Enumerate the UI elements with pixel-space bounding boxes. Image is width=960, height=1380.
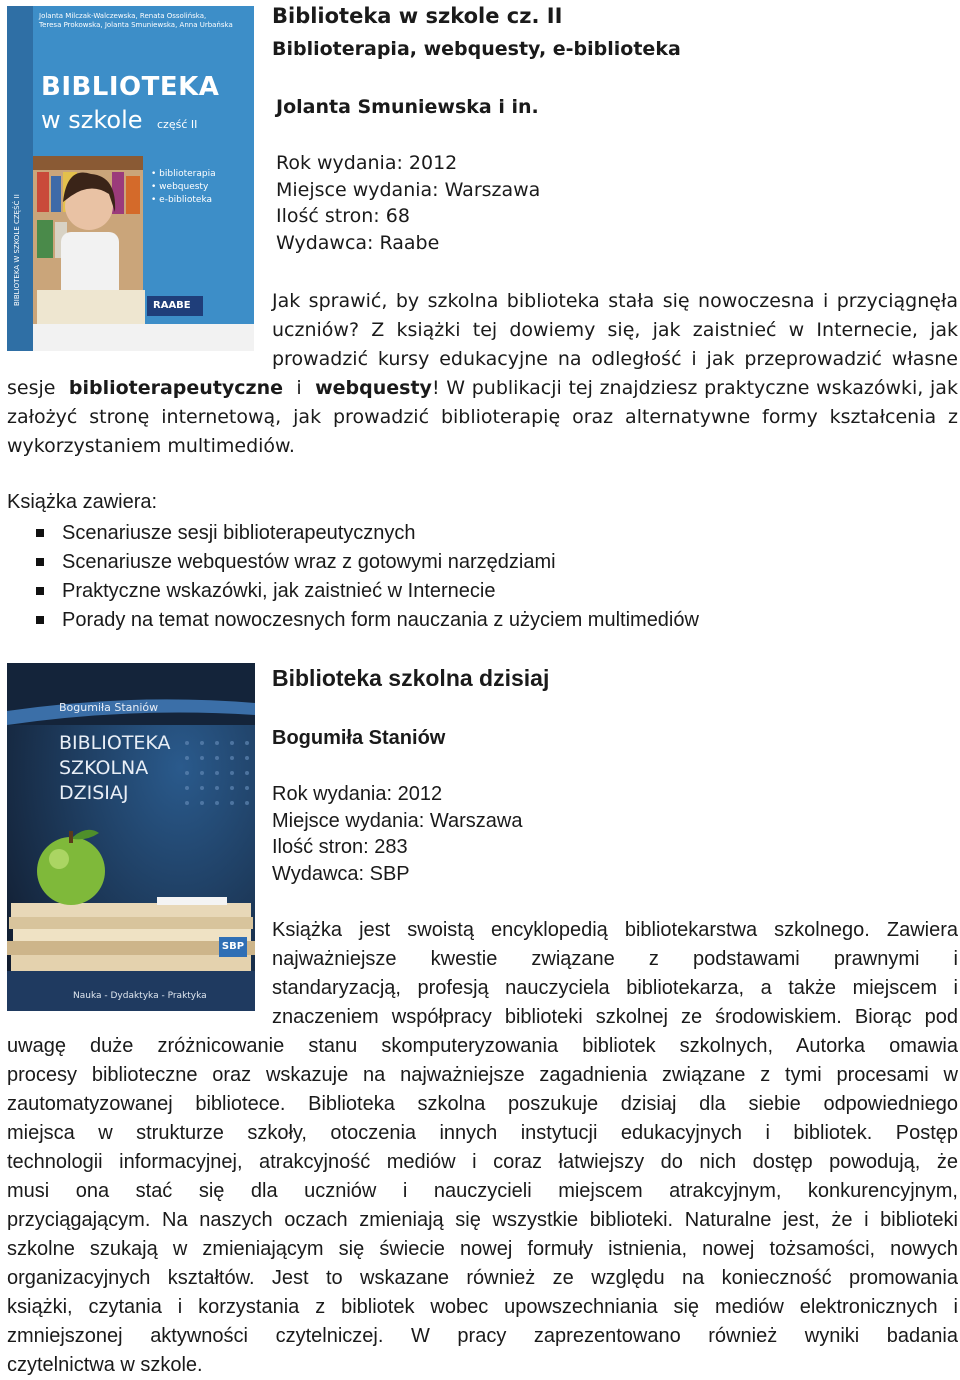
book2-desc-line2: najważniejsze kwestie związane z podstawami prawnymi i (272, 948, 958, 970)
book1-contents-heading: Książka zawiera: (7, 491, 158, 513)
book2-place: Miejsce wydania: Warszawa (272, 810, 523, 832)
book1-desc-line3: prowadzić kursy edukacyjne na odległość i jak przeprowadzić własne (272, 348, 958, 370)
book1-author: Jolanta Smuniewska i in. (276, 96, 539, 118)
book2-publisher: Wydawca: SBP (272, 863, 410, 885)
book1-cover-authors (39, 12, 233, 30)
book1-desc-top (272, 287, 958, 374)
book2-desc-line14: książki, czytania i korzystania z bibliotek wobec upowszechniania się mediów elektronicznych i (7, 1296, 958, 1318)
book1-desc-line5: założyć stronę internetową, jak prowadzić biblioterapię oraz alternatywne formy kształcenia z (7, 406, 958, 428)
book2-desc-line8: miejsca w strukturze szkoły, otoczenia innych instytucji edukacyjnych i bibliotek. Postęp (7, 1122, 958, 1144)
book2-desc-line16: czytelnictwa w szkole. (7, 1354, 203, 1376)
book2-desc-line12: szkolne szukają w zmieniającym się świecie nowej formuły istnienia, nowej tożsamości, nowych (7, 1238, 958, 1260)
book2-title: Biblioteka szkolna dzisiaj (272, 665, 550, 691)
book2-cover-series: Nauka - Dydaktyka - Praktyka (73, 991, 207, 1001)
book1-title: Biblioteka w szkole cz. II (272, 4, 563, 28)
book2-author: Bogumiła Staniów (272, 727, 446, 749)
book1-contents-list (36, 519, 699, 635)
book1-cover-bullets (151, 168, 216, 207)
list-item: Porady na temat nowoczesnych form nauczania z użyciem multimediów (36, 606, 699, 635)
book1-desc-line1: Jak sprawić, by szkolna biblioteka stała się nowoczesna i przyciągnęła (272, 290, 958, 312)
book1-cover-authors-line2: Teresa Prokowska, Jolanta Smuniewska, Anna Urbańska (39, 21, 233, 29)
book2-desc-line6: procesy biblioteczne oraz wskazuje na najważniejsze zagadnienia związane z tymi procesami w (7, 1064, 958, 1086)
book2-year: Rok wydania: 2012 (272, 783, 443, 805)
book2-desc-top (272, 916, 958, 1032)
book1-cover (7, 6, 254, 351)
book1-desc-line2: uczniów? Z książki tej dowiemy się, jak zaistnieć w Internecie, jak (272, 319, 958, 341)
book1-desc-line4: sesje biblioterapeutyczne i webquesty! W publikacji tej znajdziesz praktyczne wskazówki, jak (7, 377, 958, 399)
book1-cover-part: część II (157, 118, 198, 131)
book2-desc-line10: musi ona stać się dla uczniów i nauczycieli miejscem atrakcyjnym, konkurencyjnym, (7, 1180, 958, 1202)
book1-cover-bullet2: • webquesty (151, 182, 209, 192)
book2-desc-line11: przyciągającym. Na naszych oczach zmieniają się wszystkie biblioteki. Naturalne jest, że i biblioteki (7, 1209, 958, 1231)
book1-desc-bottom (7, 374, 958, 461)
book2-desc-line15: zmniejszonej aktywności czytelniczej. W pracy zaprezentowano również wyniki badania (7, 1325, 958, 1347)
book2-desc-line3: standaryzacją, profesją nauczyciela bibliotekarza, a także miejscem i (272, 977, 958, 999)
book1-publisher: Wydawca: Raabe (276, 232, 440, 254)
book2-cover-title (59, 731, 171, 806)
book1-cover-title2: w szkole (41, 106, 143, 134)
book2-desc-line1: Książka jest swoistą encyklopedią bibliotekarstwa szkolnego. Zawiera (272, 919, 958, 941)
book1-cover-art (7, 6, 254, 351)
book2-desc-line5: uwagę duże zróżnicowanie stanu skomputeryzowania bibliotek szkolnych, Autorka omawia (7, 1035, 958, 1057)
book2-desc-line7: zautomatyzowanej bibliotece. Biblioteka szkolna poszukuje dzisiaj dla siebie odpowiedniego (7, 1093, 958, 1115)
book2-desc-line13: organizacyjnych kształtów. Jest to wskazane również ze względu na konieczność promowania (7, 1267, 958, 1289)
book1-cover-authors-line1: Jolanta Milczak-Walczewska, Renata Ossolińska, (39, 12, 207, 20)
book2-cover-title1: BIBLIOTEKA (59, 732, 171, 754)
book2-pages: Ilość stron: 283 (272, 836, 408, 858)
book2-cover-badge: SBP (219, 937, 247, 957)
book2-cover-author: Bogumiła Staniów (59, 701, 159, 714)
book2-cover-title2: SZKOLNA (59, 757, 149, 779)
book1-cover-spine: BIBLIOTEKA W SZKOLE CZĘŚĆ II (13, 194, 21, 306)
list-item: Scenariusze sesji biblioterapeutycznych (36, 519, 699, 548)
book1-cover-title1: BIBLIOTEKA (41, 72, 220, 102)
book1-pages: Ilość stron: 68 (276, 205, 410, 227)
book1-cover-brand: RAABE (153, 300, 191, 311)
list-item: Praktyczne wskazówki, jak zaistnieć w Internecie (36, 577, 699, 606)
book2-cover (7, 663, 255, 1011)
book1-cover-bullet3: • e-biblioteka (151, 195, 213, 205)
book2-desc-line9: technologii informacyjnej, atrakcyjność mediów i coraz łatwiejszy do nich dostęp powodują, że (7, 1151, 958, 1173)
book1-place: Miejsce wydania: Warszawa (276, 179, 541, 201)
list-item: Scenariusze webquestów wraz z gotowymi narzędziami (36, 548, 699, 577)
book2-cover-title3: DZISIAJ (59, 782, 129, 804)
book1-subtitle: Biblioterapia, webquesty, e-biblioteka (272, 38, 681, 60)
book1-year: Rok wydania: 2012 (276, 152, 458, 174)
book2-cover-art (7, 663, 255, 1011)
book2-desc-line4: znaczeniem współpracy biblioteki szkolnej ze środowiskiem. Biorąc pod (272, 1006, 958, 1028)
book1-cover-bullet1: • biblioterapia (151, 169, 216, 179)
book1-desc-line6: wykorzystaniem multimediów. (7, 435, 295, 457)
book2-desc-bottom (7, 1032, 958, 1380)
